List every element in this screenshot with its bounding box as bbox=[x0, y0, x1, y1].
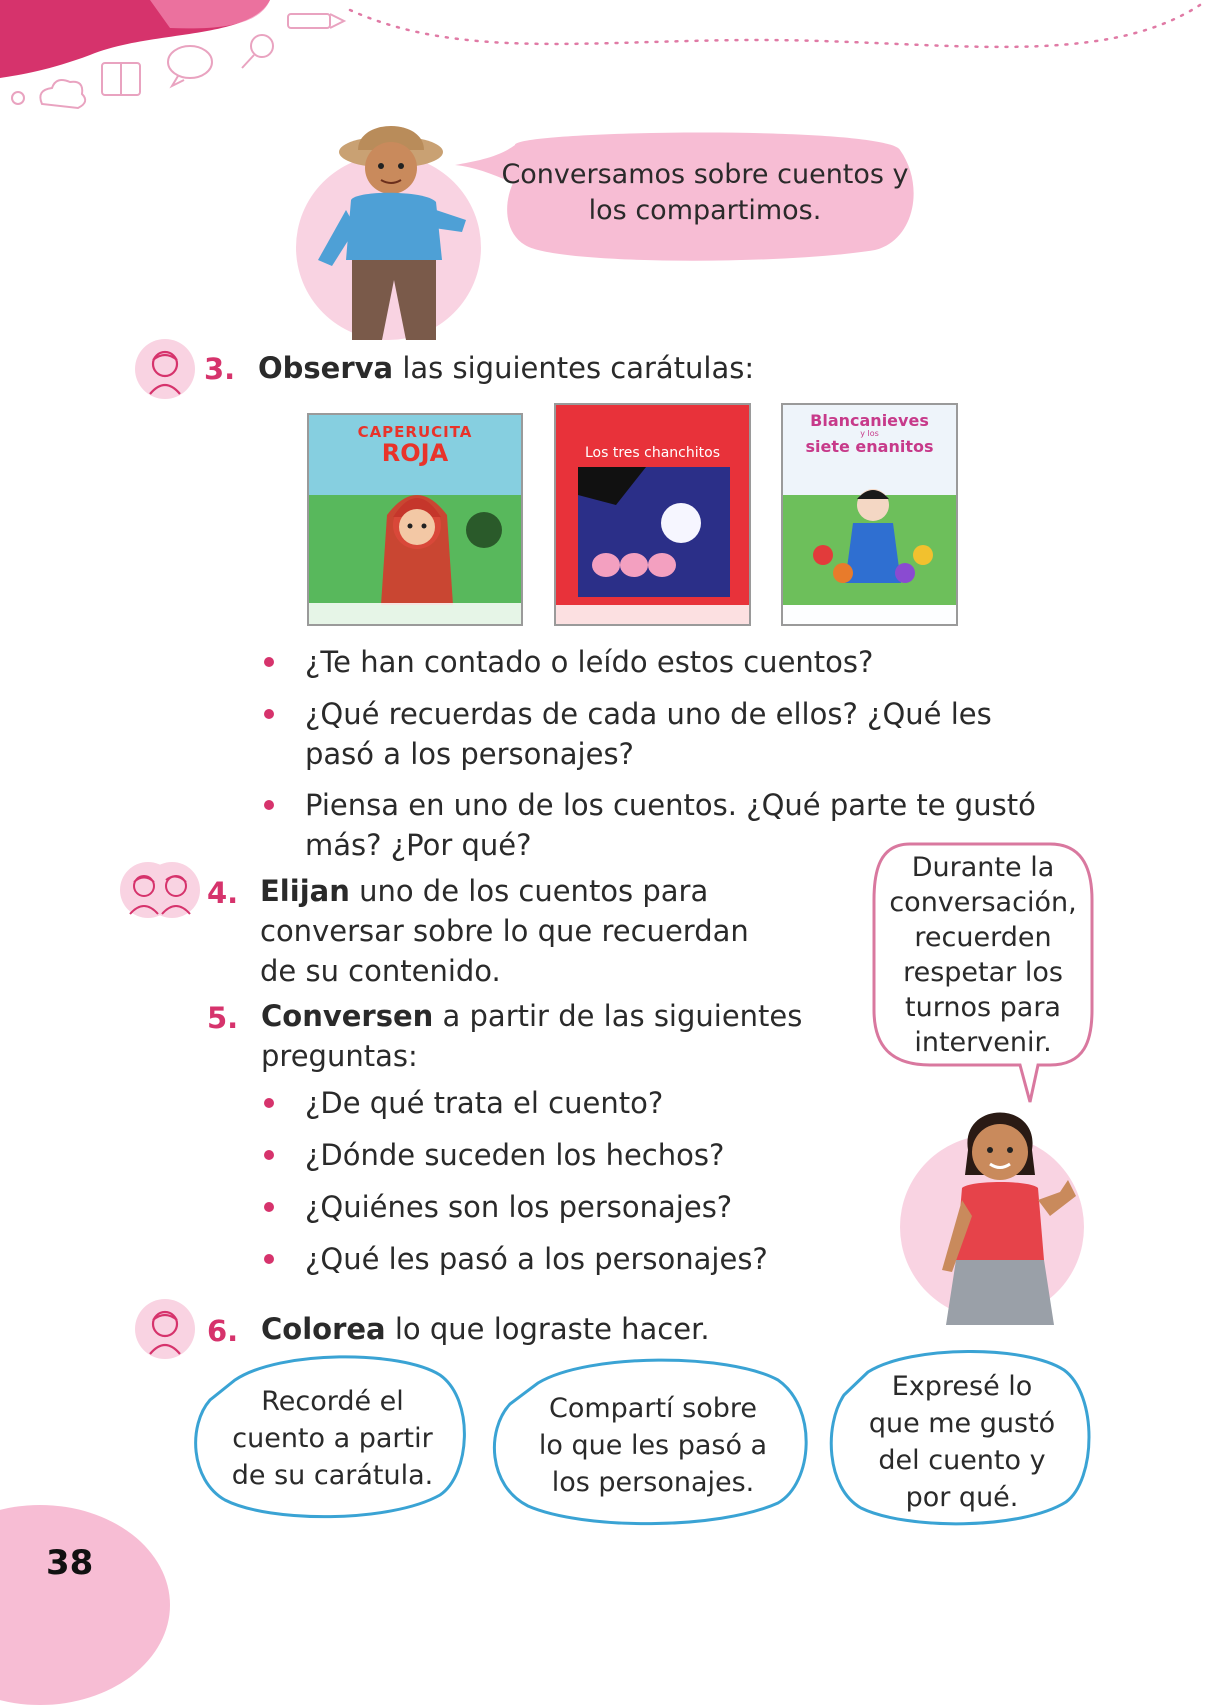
cover-caperucita-title-1: CAPERUCITA bbox=[357, 423, 473, 441]
step5-line2: preguntas: bbox=[261, 1039, 418, 1073]
step3-instruction: las siguientes carátulas: bbox=[393, 351, 755, 385]
self-check-line: que me gustó bbox=[868, 1408, 1056, 1439]
self-check-line: los personajes. bbox=[551, 1467, 755, 1498]
step4-verb: Elijan bbox=[260, 874, 350, 908]
question-line: más? ¿Por qué? bbox=[305, 828, 532, 862]
question-line: pasó a los personajes? bbox=[305, 737, 634, 771]
self-check-line: del cuento y bbox=[878, 1445, 1046, 1476]
cover-chanchitos-art bbox=[556, 405, 751, 626]
self-check-text-2 bbox=[505, 1390, 801, 1501]
cover-chanchitos-title: Los tres chanchitos bbox=[585, 445, 720, 461]
step4-line3: de su contenido. bbox=[260, 954, 501, 988]
self-check-text-3 bbox=[838, 1368, 1086, 1516]
self-check-line: por qué. bbox=[905, 1482, 1019, 1513]
step6-number: 6. bbox=[207, 1314, 239, 1348]
step3-number: 3. bbox=[204, 352, 236, 386]
page-number: 38 bbox=[46, 1543, 94, 1583]
cover-caperucita-title-2: ROJA bbox=[381, 439, 449, 467]
cover-blancanieves-title-1: Blancanieves bbox=[810, 411, 929, 430]
step5-question: ¿Dónde suceden los hechos? bbox=[305, 1138, 725, 1172]
tip-line: conversación, bbox=[889, 887, 1077, 918]
cover-blancanieves bbox=[781, 403, 958, 626]
cover-blancanieves-connector: y los bbox=[860, 429, 879, 438]
step4-number: 4. bbox=[207, 876, 239, 910]
bullet bbox=[264, 657, 274, 667]
self-check-line: Recordé el bbox=[261, 1386, 404, 1417]
self-check-line: lo que les pasó a bbox=[538, 1430, 768, 1461]
step5-question: ¿De qué trata el cuento? bbox=[305, 1086, 664, 1120]
bullet bbox=[264, 1150, 274, 1160]
bullet bbox=[264, 709, 274, 719]
bullet bbox=[264, 800, 274, 810]
self-check-line: Compartí sobre bbox=[549, 1393, 757, 1424]
bullet bbox=[264, 1098, 274, 1108]
tip-line: turnos para bbox=[905, 992, 1061, 1023]
step5-verb: Conversen bbox=[261, 999, 434, 1033]
step6-verb: Colorea bbox=[261, 1312, 386, 1346]
cover-caperucita bbox=[307, 413, 523, 626]
cover-chanchitos bbox=[554, 403, 751, 626]
pair-students-icon bbox=[120, 858, 200, 922]
bullet bbox=[264, 1202, 274, 1212]
question-line: Piensa en uno de los cuentos. ¿Qué parte te gustó bbox=[305, 788, 1036, 822]
step4-line1: uno de los cuentos para bbox=[349, 874, 709, 908]
question-line: ¿Qué recuerdas de cada uno de ellos? ¿Qué les bbox=[305, 697, 992, 731]
self-check-line: cuento a partir bbox=[232, 1423, 433, 1454]
self-check-text-1 bbox=[205, 1383, 460, 1494]
tip-line: respetar los bbox=[903, 957, 1063, 988]
step6-instruction: lo que lograste hacer. bbox=[385, 1312, 710, 1346]
self-check-line: Expresé lo bbox=[891, 1371, 1033, 1402]
single-student-icon bbox=[134, 338, 196, 400]
step5-number: 5. bbox=[207, 1001, 239, 1035]
tip-line: recuerden bbox=[914, 922, 1052, 953]
step5-question: ¿Qué les pasó a los personajes? bbox=[305, 1242, 768, 1276]
tip-bubble-text bbox=[876, 850, 1090, 1060]
tip-line: Durante la bbox=[911, 852, 1055, 883]
step4-line2: conversar sobre lo que recuerdan bbox=[260, 914, 749, 948]
intro-bubble-text: Conversamos sobre cuentos y los compartimos. bbox=[501, 159, 909, 226]
bullet bbox=[264, 1254, 274, 1264]
single-student-icon bbox=[134, 1298, 196, 1360]
step5-question: ¿Quiénes son los personajes? bbox=[305, 1190, 733, 1224]
question-line: ¿Te han contado o leído estos cuentos? bbox=[305, 645, 874, 679]
self-check-line: de su carátula. bbox=[231, 1460, 434, 1491]
girl-illustration bbox=[920, 1100, 1090, 1340]
tip-line: intervenir. bbox=[914, 1027, 1052, 1058]
cover-blancanieves-title-2: siete enanitos bbox=[805, 437, 934, 456]
step3-verb: Observa bbox=[258, 351, 394, 385]
page-number-corner bbox=[0, 1505, 170, 1705]
step5-line1: a partir de las siguientes bbox=[433, 999, 803, 1033]
dotted-curve bbox=[340, 0, 1215, 80]
